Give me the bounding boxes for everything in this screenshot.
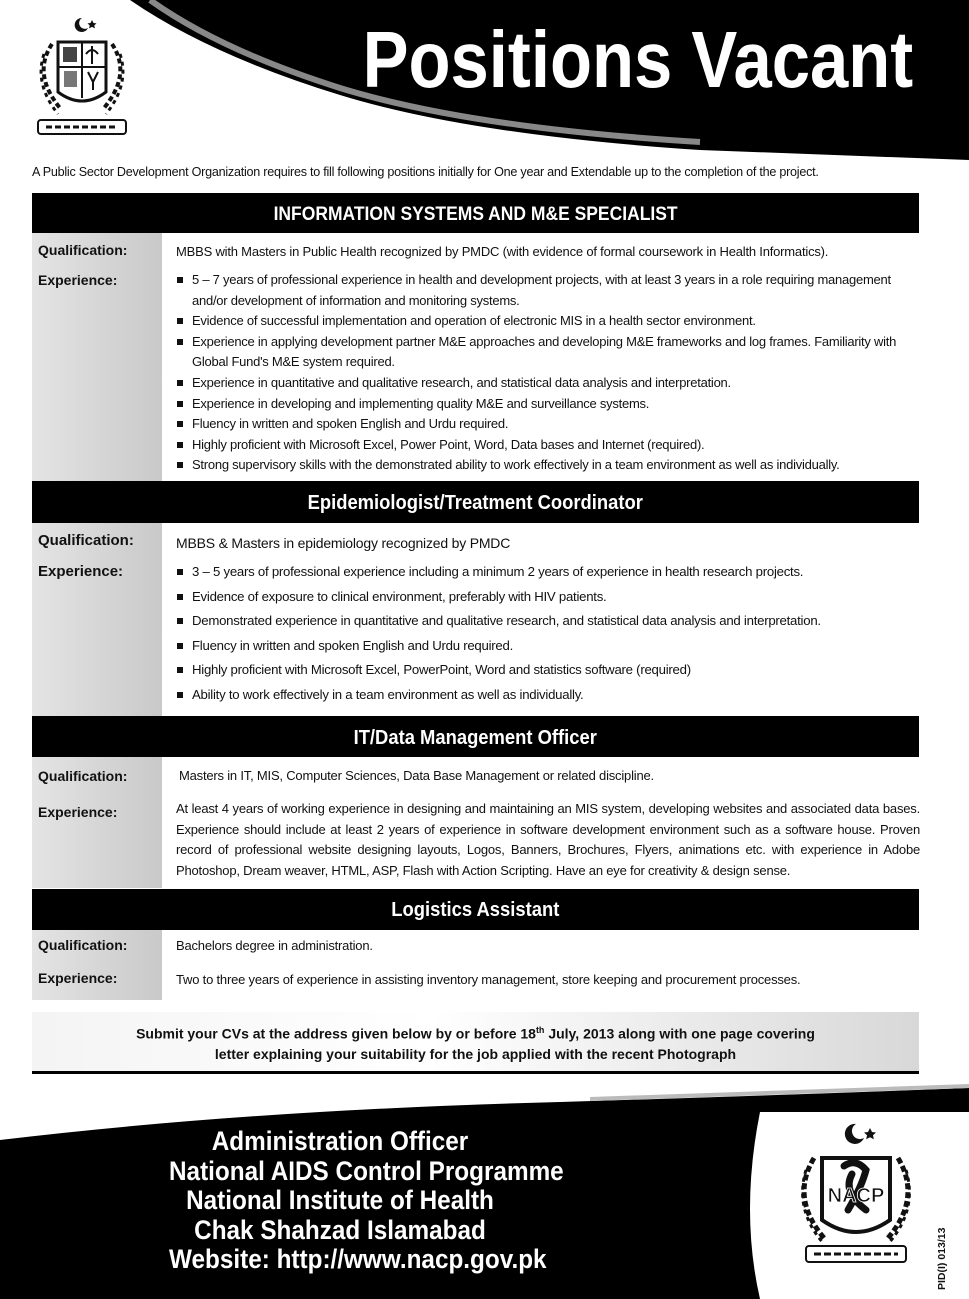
svg-text:NACP: NACP [827,1185,885,1207]
list-item: Fluency in written and spoken English and Urdu required. [176,634,916,659]
experience-text: Two to three years of experience in assisting inventory management, store keeping and procurement processes. [176,972,801,987]
list-item: Fluency in written and spoken English and Urdu required. [176,414,916,435]
address-line-2: National AIDS Control Programme [169,1155,564,1186]
list-item: Highly proficient with Microsoft Excel, Power Point, Word, Data bases and Internet (required). [176,435,916,456]
section-title-epidemiologist: Epidemiologist/Treatment Coordinator [32,481,919,523]
nacp-logo-icon [786,1122,926,1268]
state-emblem-icon [22,14,142,140]
list-item: Highly proficient with Microsoft Excel, PowerPoint, Word and statistics software (required) [176,658,916,683]
address-line-1: Administration Officer [211,1126,469,1156]
experience-label: Experience: [38,563,124,580]
list-item: Experience in applying development partner M&E approaches and developing M&E frameworks and log frames. Familiarity with Global Fund's M&E system required. [176,332,916,373]
list-item: Evidence of exposure to clinical environment, preferably with HIV patients. [176,585,916,610]
list-item: 5 – 7 years of professional experience in health and development projects, with at least 3 years in a role requiring management and/or development of information and monitoring systems. [176,270,916,311]
section-title-it-data-management: IT/Data Management Officer [32,716,919,757]
address-line-3: National Institute of Health [186,1185,494,1215]
qualification-label: Qualification: [38,242,128,258]
list-item: 3 – 5 years of professional experience including a minimum 2 years of experience in health research projects. [176,560,916,585]
page-title: Positions Vacant [362,15,913,104]
experience-list [176,560,916,708]
qualification-label: Qualification: [38,937,128,953]
publication-id: PID(I) 013/13 [936,1227,948,1290]
qualification-label: Qualification: [38,768,128,784]
submission-line-1: Submit your CVs at the address given below by or before 18th July, 2013 along with one page covering [136,1025,815,1042]
qualification-label: Qualification: [38,532,134,549]
list-item: Strong supervisory skills with the demonstrated ability to work effectively in a team environment as well as individually. [176,455,916,476]
submission-line-2: letter explaining your suitability for the job applied with the recent Photograph [214,1045,737,1062]
list-item: Experience in quantitative and qualitative research, and statistical data analysis and interpretation. [176,373,916,394]
experience-label: Experience: [38,804,118,820]
list-item: Evidence of successful implementation and operation of electronic MIS in a health sector environment. [176,311,916,332]
qualification-text: MBBS & Masters in epidemiology recognized by PMDC [176,535,511,551]
contact-address [169,1126,564,1275]
experience-list [176,270,916,476]
section-title-info-systems: INFORMATION SYSTEMS AND M&E SPECIALIST [32,193,919,233]
list-item: Ability to work effectively in a team environment as well as individually. [176,683,916,708]
experience-label: Experience: [38,970,118,986]
label-column [32,523,162,716]
list-item: Demonstrated experience in quantitative and qualitative research, and statistical data analysis and interpretation. [176,609,916,634]
section-title-logistics: Logistics Assistant [32,889,919,930]
address-line-4: Chak Shahzad Islamabad [194,1214,486,1245]
experience-text: At least 4 years of working experience in designing and maintaining an MIS system, developing websites and associated data bases. Experience should include at least 2 years of experience in software development environment such as a software house. Proven record of professional website designing layouts, Logos, Banners, Brochures, Flyers, animations etc. with experience in Adobe Photoshop, Dream weaver, HTML, ASP, Flash with Action Scripting. Have an eye for creativity & design sense. [176,801,920,878]
qualification-text: Masters in IT, MIS, Computer Sciences, Data Base Management or related discipline. [179,768,654,783]
experience-label: Experience: [38,272,118,288]
website-link[interactable]: Website: http://www.nacp.gov.pk [169,1244,547,1274]
qualification-text: Bachelors degree in administration. [176,938,373,953]
intro-text: A Public Sector Development Organization requires to fill following positions initially for One year and Extendable up to the completion of the project. [32,165,819,179]
qualification-text: MBBS with Masters in Public Health recognized by PMDC (with evidence of formal coursework in Health Informatics). [176,244,829,259]
label-column [32,233,162,481]
submission-notice [32,1012,919,1074]
list-item: Experience in developing and implementing quality M&E and surveillance systems. [176,394,916,415]
